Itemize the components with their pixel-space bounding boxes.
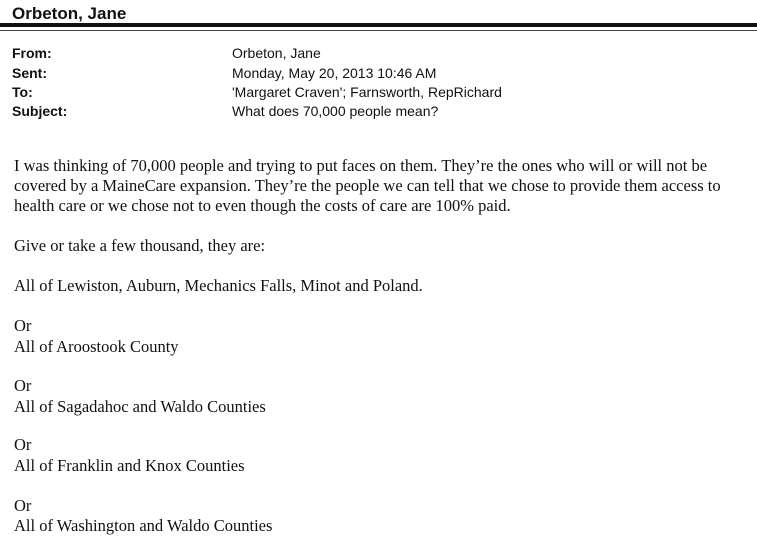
body-paragraph-2: Give or take a few thousand, they are:	[14, 236, 266, 255]
option-washington-waldo: All of Washington and Waldo Counties	[14, 516, 273, 535]
from-label: From:	[12, 45, 52, 61]
header-rule-thin	[0, 30, 757, 31]
body-paragraph-1-line: health care or we chose not to even though the costs of care are 100% paid.	[14, 196, 511, 215]
subject-label: Subject:	[12, 103, 68, 119]
or-label: Or	[14, 376, 32, 395]
header-rule-thick	[0, 23, 757, 27]
or-label: Or	[14, 316, 32, 335]
body-paragraph-3: All of Lewiston, Auburn, Mechanics Falls, Minot and Poland.	[14, 276, 423, 295]
subject-value: What does 70,000 people mean?	[232, 103, 439, 119]
sent-value: Monday, May 20, 2013 10:46 AM	[232, 65, 437, 81]
body-paragraph-1-line: covered by a MaineCare expansion. They’re the people we can tell that we chose to provide them access to	[14, 176, 721, 195]
body-paragraph-1-line: I was thinking of 70,000 people and trying to put faces on them. They’re the ones who will or will not be	[14, 156, 708, 175]
from-value: Orbeton, Jane	[232, 45, 321, 61]
option-aroostook: All of Aroostook County	[14, 337, 179, 356]
sender-name: Orbeton, Jane	[12, 4, 127, 23]
option-sagadahoc-waldo: All of Sagadahoc and Waldo Counties	[14, 397, 266, 416]
body-paragraph-1	[14, 156, 754, 216]
or-label: Or	[14, 435, 32, 454]
to-value: 'Margaret Craven'; Farnsworth, RepRichard	[232, 84, 502, 100]
option-franklin-knox: All of Franklin and Knox Counties	[14, 456, 245, 475]
or-label: Or	[14, 496, 32, 515]
sent-label: Sent:	[12, 65, 47, 81]
to-label: To:	[12, 84, 33, 100]
